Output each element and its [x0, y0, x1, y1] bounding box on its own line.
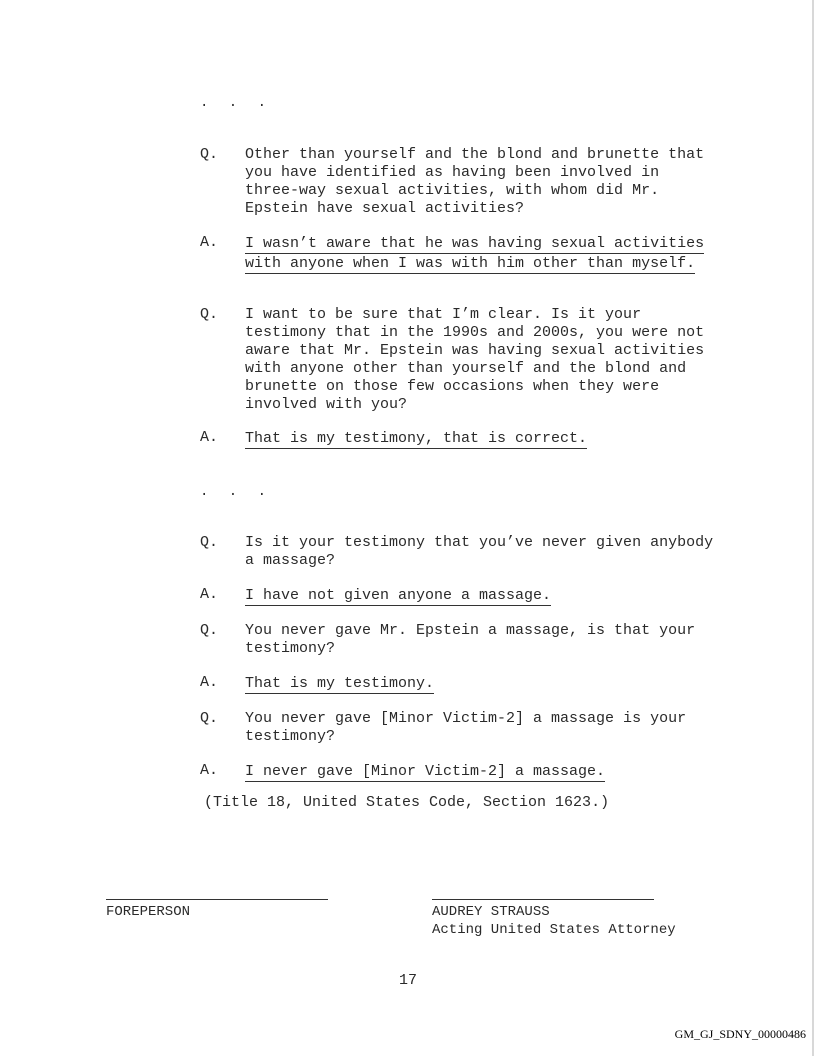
- qa-answer-1: [200, 234, 720, 274]
- qa-question-5: [200, 710, 720, 746]
- qa-label: A.: [200, 762, 219, 779]
- qa-text: You never gave Mr. Epstein a massage, is that your testimony?: [245, 622, 696, 657]
- statute-citation: (Title 18, United States Code, Section 1623.): [204, 794, 610, 811]
- ellipsis-middle: . . .: [200, 484, 273, 500]
- qa-text: I want to be sure that I’m clear. Is it your testimony that in the 1990s and 2000s, you were not aware that Mr. Epstein was having sexual activities with anyone other than yourself and the blond and brunette on those few occasions when they were involved with you?: [245, 306, 705, 413]
- qa-answer-4: [200, 674, 720, 694]
- page-edge: [812, 0, 814, 1056]
- qa-answer-5: [200, 762, 720, 782]
- attorney-title: Acting United States Attorney: [432, 922, 676, 938]
- attorney-name: AUDREY STRAUSS: [432, 904, 550, 920]
- qa-answer-text: I never gave [Minor Victim-2] a massage.: [245, 763, 606, 780]
- qa-answer-2: [200, 429, 720, 449]
- qa-label: A.: [200, 234, 219, 251]
- qa-label: Q.: [200, 146, 219, 163]
- qa-label: Q.: [200, 306, 219, 323]
- attorney-signature-line: [432, 899, 654, 900]
- foreperson-signature-line: [106, 899, 328, 900]
- qa-label: A.: [200, 429, 219, 446]
- foreperson-label: FOREPERSON: [106, 904, 191, 920]
- qa-question-4: [200, 622, 720, 658]
- qa-label: A.: [200, 674, 219, 691]
- qa-text: You never gave [Minor Victim-2] a massage is your testimony?: [245, 710, 687, 745]
- page-number: 17: [399, 972, 418, 989]
- qa-label: Q.: [200, 534, 219, 551]
- qa-question-1: [200, 146, 720, 218]
- bates-number: GM_GJ_SDNY_00000486: [674, 1027, 806, 1041]
- qa-answer-text: That is my testimony, that is correct.: [245, 430, 588, 447]
- qa-label: Q.: [200, 622, 219, 639]
- qa-text: Other than yourself and the blond and brunette that you have identified as having been involved in three-way sexual activities, with whom did Mr. Epstein have sexual activities?: [245, 146, 705, 217]
- qa-answer-text: I wasn’t aware that he was having sexual activities with anyone when I was with him other than myself.: [245, 235, 705, 272]
- qa-question-3: [200, 534, 720, 570]
- qa-answer-text: That is my testimony.: [245, 675, 435, 692]
- qa-answer-text: I have not given anyone a massage.: [245, 587, 552, 604]
- qa-answer-3: [200, 586, 720, 606]
- qa-text: Is it your testimony that you’ve never given anybody a massage?: [245, 534, 714, 569]
- qa-label: Q.: [200, 710, 219, 727]
- qa-label: A.: [200, 586, 219, 603]
- ellipsis-top: . . .: [200, 95, 273, 111]
- qa-question-2: [200, 306, 720, 414]
